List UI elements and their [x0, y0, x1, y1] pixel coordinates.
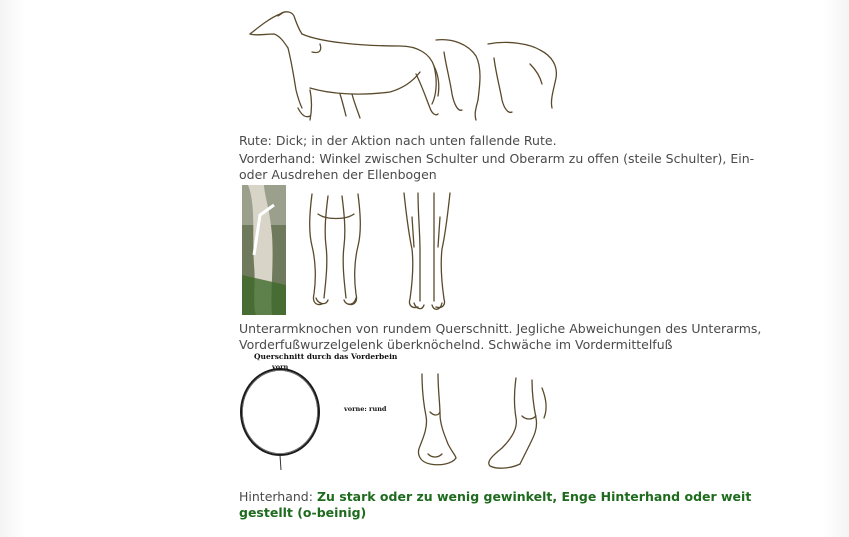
unterarm-text-line1: Unterarmknochen von rundem Querschnitt. Jegliche Abweichungen des Unterarms,: [239, 321, 762, 336]
vorderhand-text-line2: oder Ausdrehen der Ellenbogen: [239, 167, 437, 182]
dog-tail-illustration: [240, 4, 575, 132]
cross-section-side-label: vorne: rund: [344, 405, 387, 413]
cross-section-front-label: vorn: [272, 363, 289, 371]
pastern-sketch-weak: [478, 376, 560, 470]
foreleg-cross-section-diagram: [238, 350, 398, 472]
front-legs-elbow-sketch: [298, 190, 376, 315]
hinterhand-label: Hinterhand:: [239, 489, 317, 504]
hinterhand-emphasis-line1: Zu stark oder zu wenig gewinkelt, Enge Hinterhand oder weit: [316, 489, 752, 504]
rute-text: Rute: Dick; in der Aktion nach unten fallende Rute.: [239, 133, 557, 148]
hinterhand-emphasis-line2: gestellt (o-beinig): [239, 505, 367, 520]
unterarm-text-line2: Vorderfußwurzelgelenk überknöchelnd. Schwäche im Vordermittelfuß: [239, 337, 673, 352]
hinterhand-text-line2: [239, 505, 366, 521]
hinterhand-text-line1: [239, 489, 751, 505]
front-legs-straight-sketch: [392, 187, 462, 315]
shoulder-angle-photo: [242, 185, 286, 315]
vorderhand-text-line1: Vorderhand: Winkel zwischen Schulter und Oberarm zu offen (steile Schulter), Ein-: [239, 151, 755, 166]
cross-section-title: Querschnitt durch das Vorderbein: [254, 352, 398, 361]
pastern-sketch-upright: [404, 372, 466, 470]
